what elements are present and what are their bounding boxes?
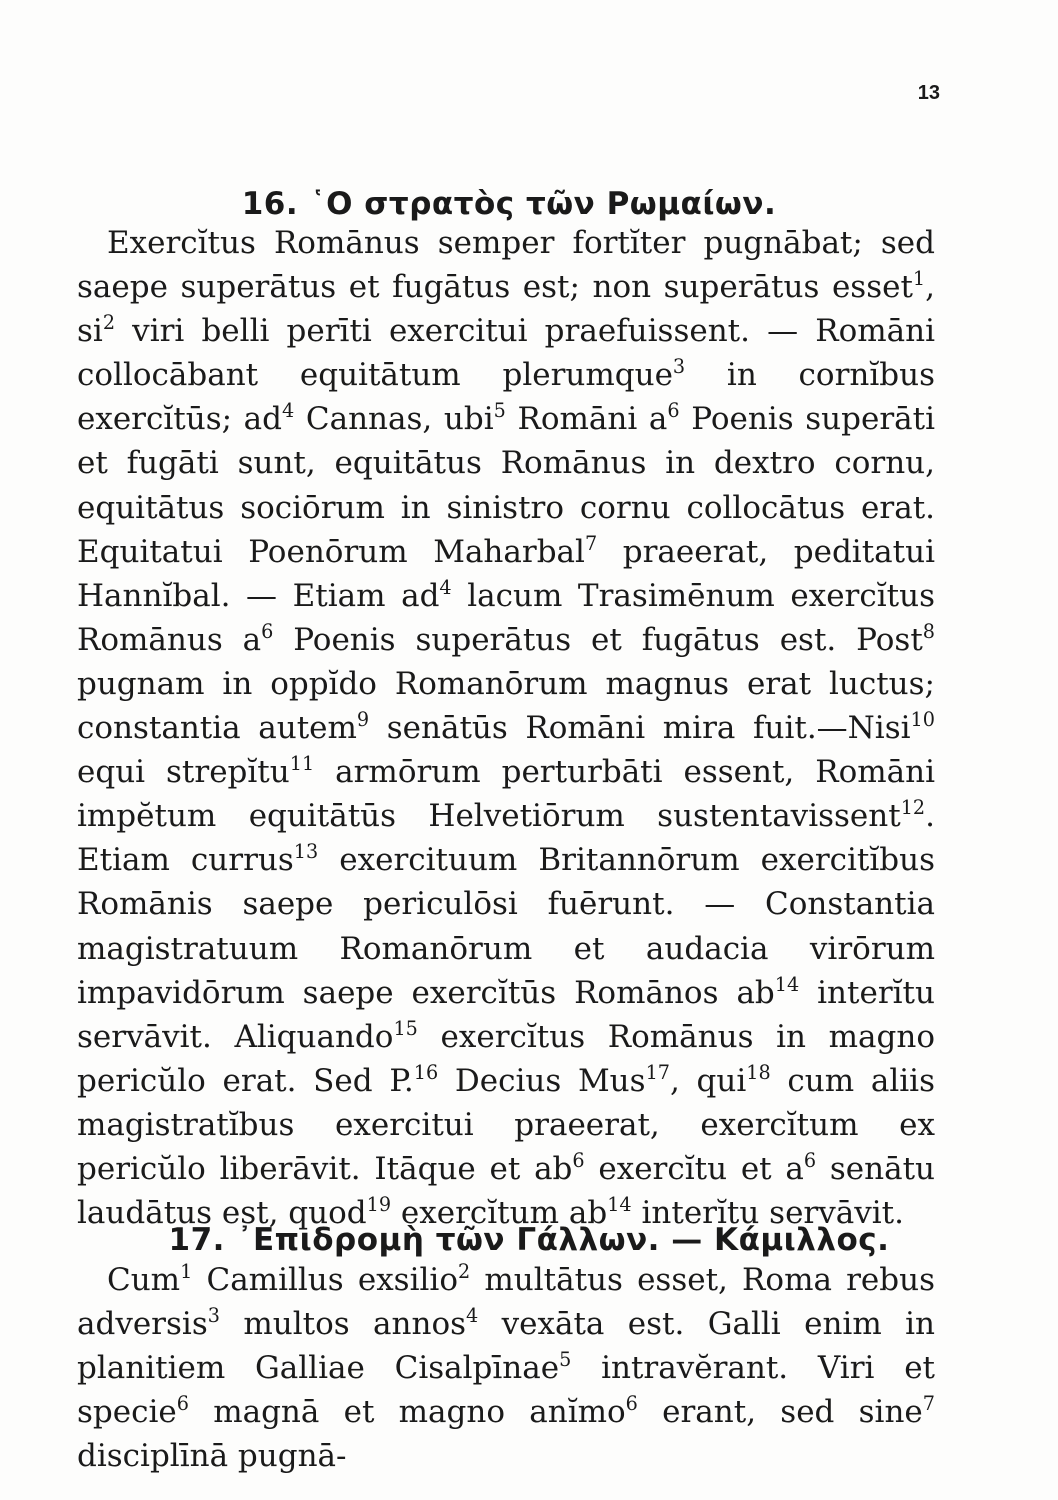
footnote-marker: 10 xyxy=(910,708,935,732)
text-run: , qui xyxy=(670,1062,747,1099)
text-run: intravĕrant. Viri et specie xyxy=(77,1350,935,1431)
footnote-marker: 4 xyxy=(466,1304,479,1328)
section-17-heading xyxy=(0,1222,1058,1258)
footnote-marker: 17 xyxy=(645,1060,670,1084)
footnote-marker: 6 xyxy=(176,1392,189,1416)
text-run: Poenis superāti et fugāti sunt, equitātus Romānus in dextro cornu, equitātus sociōrum in sinistro cornu collocātus erat. Equitatui Poenōrum Maharbal xyxy=(77,401,936,570)
text-run: Romāni a xyxy=(505,401,668,438)
footnote-marker: 6 xyxy=(572,1149,585,1173)
footnote-marker: 16 xyxy=(413,1060,439,1084)
text-run: multos annos xyxy=(219,1306,467,1343)
text-run: senātūs Romāni mira fuit.—Nisi xyxy=(369,710,911,747)
text-run: Cum xyxy=(107,1262,181,1298)
text-run: Poenis superātus et fugātus est. Post xyxy=(273,621,923,658)
section-16-heading xyxy=(0,186,1038,222)
text-run: armōrum perturbāti essent, Romāni impĕtum equitātūs Helvetiōrum sustentavissent xyxy=(77,754,935,835)
footnote-marker: 1 xyxy=(912,267,926,291)
section-17-paragraph xyxy=(77,1258,935,1478)
text-run: interĭtu servāvit. xyxy=(631,1195,904,1232)
footnote-marker: 5 xyxy=(559,1348,572,1372)
section-17-title: ᾿Επιδρομὴ τῶν Γάλλων. — Κάμιλλος. xyxy=(236,1221,890,1258)
footnote-marker: 14 xyxy=(607,1193,632,1217)
text-run: Decius Mus xyxy=(438,1062,646,1099)
text-run: magnā et magno anĭmo xyxy=(188,1394,626,1431)
text-run: viri belli perīti exercitui praefuissent. — Romāni collocābant equitātum plerumque xyxy=(77,313,935,394)
footnote-marker: 6 xyxy=(261,619,274,643)
footnote-marker: 3 xyxy=(207,1304,220,1328)
footnote-marker: 19 xyxy=(366,1193,392,1217)
footnote-marker: 14 xyxy=(774,972,800,996)
footnote-marker: 2 xyxy=(458,1260,471,1284)
footnote-marker: 2 xyxy=(102,311,116,335)
footnote-marker: 7 xyxy=(922,1392,935,1416)
text-run: interĭtu servāvit. Aliquando xyxy=(77,974,935,1055)
footnote-marker: 11 xyxy=(289,752,315,776)
section-17-number: 17. xyxy=(168,1221,225,1258)
text-run: exercĭtu et a xyxy=(584,1150,804,1187)
text-run: Exercĭtus Romānus semper fortĭter pugnābat; sed saepe superātus et fugātus est; non superātus esset xyxy=(77,225,935,306)
footnote-marker: 5 xyxy=(493,399,506,423)
footnote-marker: 9 xyxy=(356,708,370,732)
text-run: Cannas, ubi xyxy=(294,401,494,438)
section-16-paragraph xyxy=(77,221,935,1235)
text-run: Camillus exsilio xyxy=(192,1262,458,1298)
page-number: 13 xyxy=(917,82,940,104)
footnote-marker: 6 xyxy=(803,1149,817,1173)
footnote-marker: 6 xyxy=(625,1392,638,1416)
text-run: equi strepĭtu xyxy=(77,754,290,791)
text-run: exercĭtum ab xyxy=(391,1195,608,1232)
text-run: , si xyxy=(77,269,935,350)
text-run: exercĭtus Romānus in magno pericŭlo erat. Sed P. xyxy=(77,1018,935,1099)
text-run: pugnam in oppĭdo Romanōrum magnus erat luctus; constantia autem xyxy=(77,665,935,747)
text-run: erant, sed sine xyxy=(637,1394,923,1431)
footnote-marker: 15 xyxy=(393,1016,418,1040)
text-run: . Etiam currus xyxy=(77,798,935,879)
text-run: lacum Trasimēnum exercĭtus Romānus a xyxy=(77,577,935,658)
footnote-marker: 4 xyxy=(282,399,295,423)
text-run: disciplīnā pugnā- xyxy=(77,1438,347,1475)
footnote-marker: 18 xyxy=(746,1060,771,1084)
footnote-marker: 4 xyxy=(439,575,452,599)
footnote-marker: 3 xyxy=(672,355,686,379)
text-run: in cornĭbus exercĭtūs; ad xyxy=(77,357,935,438)
text-run: exercituum Britannōrum exercitĭbus Romānis saepe periculōsi fuērunt. — Constantia magistratuum Romanōrum et audacia virōrum impavidōrum saepe exercĭtūs Romānos ab xyxy=(77,842,936,1011)
footnote-marker: 7 xyxy=(584,531,598,555)
footnote-marker: 13 xyxy=(293,840,319,864)
footnote-marker: 6 xyxy=(667,399,680,423)
footnote-marker: 8 xyxy=(922,619,935,643)
text-run: vexāta est. Galli enim in planitiem Galliae Cisalpīnae xyxy=(77,1306,935,1387)
section-16-title: ῾Ο στρατὸς τῶν Ρωμαίων. xyxy=(310,185,777,222)
footnote-marker: 12 xyxy=(900,796,926,820)
footnote-marker: 1 xyxy=(180,1260,193,1284)
text-run: senātu laudātus est, quod xyxy=(77,1150,935,1232)
text-run: cum aliis magistratĭbus exercitui praeerat, exercĭtum ex pericŭlo liberāvit. Itāque et ab xyxy=(77,1062,935,1187)
section-16-number: 16. xyxy=(241,185,299,222)
text-run: multātus esset, Roma rebus adversis xyxy=(77,1262,935,1343)
text-run: praeerat, peditatui Hannĭbal. — Etiam ad xyxy=(77,533,935,614)
